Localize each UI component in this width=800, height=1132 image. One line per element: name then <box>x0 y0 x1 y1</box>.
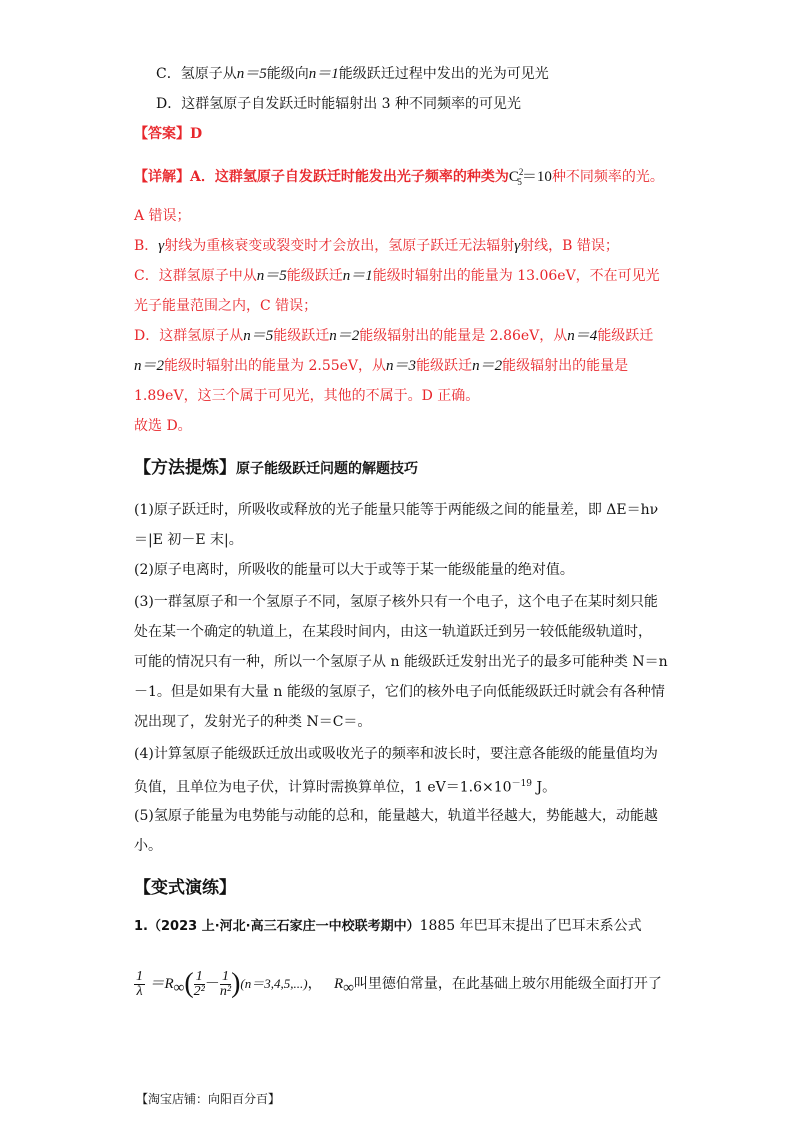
method-heading <box>134 458 418 479</box>
detail-text: B． <box>134 238 159 254</box>
detail-text: 种不同频率的光。 <box>551 169 664 185</box>
detail-line-7 <box>134 356 628 376</box>
method-p4-b-text: 负值，且单位为电子伏，计算时需换算单位，1 eV＝1.6×10 <box>134 779 512 796</box>
question-source: 1.（2023 上·河北·高三石家庄一中校联考期中） <box>134 919 420 934</box>
option-c-text-2: 能级向 <box>266 66 309 82</box>
detail-line-5: 光子能量范围之内，C 错误； <box>134 298 318 314</box>
option-c-text-1: C．氢原子从 <box>156 66 237 82</box>
detail-text: 射线，B 错误； <box>520 238 619 254</box>
comb-eq: ＝10 <box>521 169 552 185</box>
formula-eq: ＝R <box>149 976 174 992</box>
detail-text: C．这群氢原子中从 <box>134 268 257 284</box>
rydberg-sub: ∞ <box>343 979 354 996</box>
formula-minus: － <box>204 976 220 992</box>
paren-open: ( <box>184 968 194 999</box>
balmer-formula-line <box>134 962 662 1006</box>
combination-formula <box>509 169 552 185</box>
detail-line-8: 1.89eV，这三个属于可见光，其他的不属于。D 正确。 <box>134 388 480 404</box>
detail-line-2: A 错误； <box>134 208 191 224</box>
detail-text: 能级辐射出的能量是 <box>502 358 629 374</box>
math-gamma: γ <box>514 238 521 254</box>
option-c <box>156 64 549 84</box>
detail-text: 能级跃迁 <box>286 268 343 284</box>
option-c-text-3: 能级跃迁过程中发出的光为可见光 <box>338 66 549 82</box>
rydberg-symbol: R <box>334 976 344 992</box>
detail-text: D．这群氢原子从 <box>134 328 244 344</box>
fraction-numerator: 1 <box>220 970 231 985</box>
method-p2: (2)原子电离时，所吸收的能量可以大于或等于某一能级能量的绝对值。 <box>134 562 574 578</box>
comb-symbol: C <box>508 169 519 185</box>
detail-text: 能级跃迁 <box>597 328 654 344</box>
formula-lhs-fraction <box>134 970 145 999</box>
option-d: D．这群氢原子自发跃迁时能辐射出 3 种不同频率的可见光 <box>156 96 522 112</box>
math-n2: n＝2 <box>472 358 503 374</box>
detail-text: 射线为重核衰变或裂变时才会放出，氢原子跃迁无法辐射 <box>164 238 515 254</box>
answer: 【答案】D <box>134 126 203 142</box>
formula-condition: (n＝3,4,5,...) <box>240 976 308 991</box>
math-n1: n＝1 <box>342 268 373 284</box>
fraction-numerator: 1 <box>136 968 143 984</box>
comma: ， <box>307 976 322 992</box>
method-p4-b-end: J。 <box>532 779 557 796</box>
detail-line-4 <box>134 266 660 286</box>
detail-text: 能级时辐射出的能量为 13.06eV，不在可见光 <box>372 268 660 284</box>
paren-close: ) <box>231 968 241 999</box>
exponent: －19 <box>511 779 533 789</box>
method-p1-a: (1)原子跃迁时，所吸收或释放的光子能量只能等于两能级之间的能量差，即 ΔE＝hν <box>134 502 659 518</box>
detail-line-6 <box>134 326 653 346</box>
fraction-denominator: λ <box>136 983 143 999</box>
detail-text: 能级时辐射出的能量为 2.55eV，从 <box>164 358 387 374</box>
detail-line-9: 故选 D。 <box>134 418 192 434</box>
question-text: 1885 年巴耳末提出了巴耳末系公式 <box>419 918 642 934</box>
fraction-numerator: 1 <box>194 970 205 985</box>
method-p3-e: 况出现了，发射光子的种类 N＝C＝。 <box>134 714 372 730</box>
formula-fraction-2 <box>220 970 231 999</box>
comb-sub: 5 <box>517 177 522 187</box>
question-1-header <box>134 916 642 937</box>
detail-line-1 <box>134 162 664 192</box>
fraction-denominator: 2² <box>193 983 205 999</box>
detail-text: 能级跃迁 <box>416 358 473 374</box>
detail-text: 【详解】A．这群氢原子自发跃迁时能发出光子频率的种类为 <box>134 169 509 185</box>
method-p4-a: (4)计算氢原子能级跃迁放出或吸收光子的频率和波长时，要注意各能级的能量值均为 <box>134 746 658 762</box>
comb-sup: 2 <box>518 167 524 177</box>
method-p5-b: 小。 <box>134 838 162 854</box>
formula-fraction-1 <box>194 970 205 999</box>
footer-shop: 【淘宝店铺：向阳百分百】 <box>136 1092 281 1106</box>
math-n2: n＝2 <box>134 358 165 374</box>
method-p3-a: (3)一群氢原子和一个氢原子不同，氢原子核外只有一个电子，这个电子在某时刻只能 <box>134 594 658 610</box>
method-p3-c: 可能的情况只有一种，所以一个氢原子从 n 能级跃迁发射出光子的最多可能种类 N＝n <box>134 654 668 670</box>
method-p3-b: 处在某一个确定的轨道上，在某段时间内，由这一轨道跃迁到另一较低能级轨道时， <box>134 624 652 640</box>
practice-title: 【变式演练】 <box>134 878 236 898</box>
method-p1-b: ＝|E 初－E 末|。 <box>134 532 243 548</box>
math-n2: n＝2 <box>329 328 360 344</box>
detail-text: 能级跃迁 <box>273 328 330 344</box>
formula-sub: ∞ <box>173 979 185 996</box>
math-n3: n＝3 <box>386 358 417 374</box>
detail-line-3 <box>134 236 619 256</box>
method-p3-d: －1。但是如果有大量 n 能级的氢原子，它们的核外电子向低能级跃迁时就会有各种情 <box>134 684 665 700</box>
method-p5-a: (5)氢原子能量为电势能与动能的总和，能量越大，轨道半径越大，势能越大，动能越 <box>134 808 658 824</box>
method-title: 【方法提炼】 <box>134 458 236 478</box>
fraction-denominator: n² <box>219 983 232 999</box>
math-n5: n＝5 <box>243 328 274 344</box>
detail-text: 能级辐射出的能量是 2.86eV，从 <box>359 328 568 344</box>
method-p4-b <box>134 774 556 798</box>
math-n5: n＝5 <box>236 66 267 82</box>
method-subtitle: 原子能级跃迁问题的解题技巧 <box>236 461 418 477</box>
math-n1: n＝1 <box>308 66 339 82</box>
math-gamma: γ <box>158 238 165 254</box>
math-n4: n＝4 <box>567 328 598 344</box>
math-n5: n＝5 <box>256 268 287 284</box>
question-continuation: 叫里德伯常量，在此基础上玻尔用能级全面打开了 <box>353 976 662 992</box>
